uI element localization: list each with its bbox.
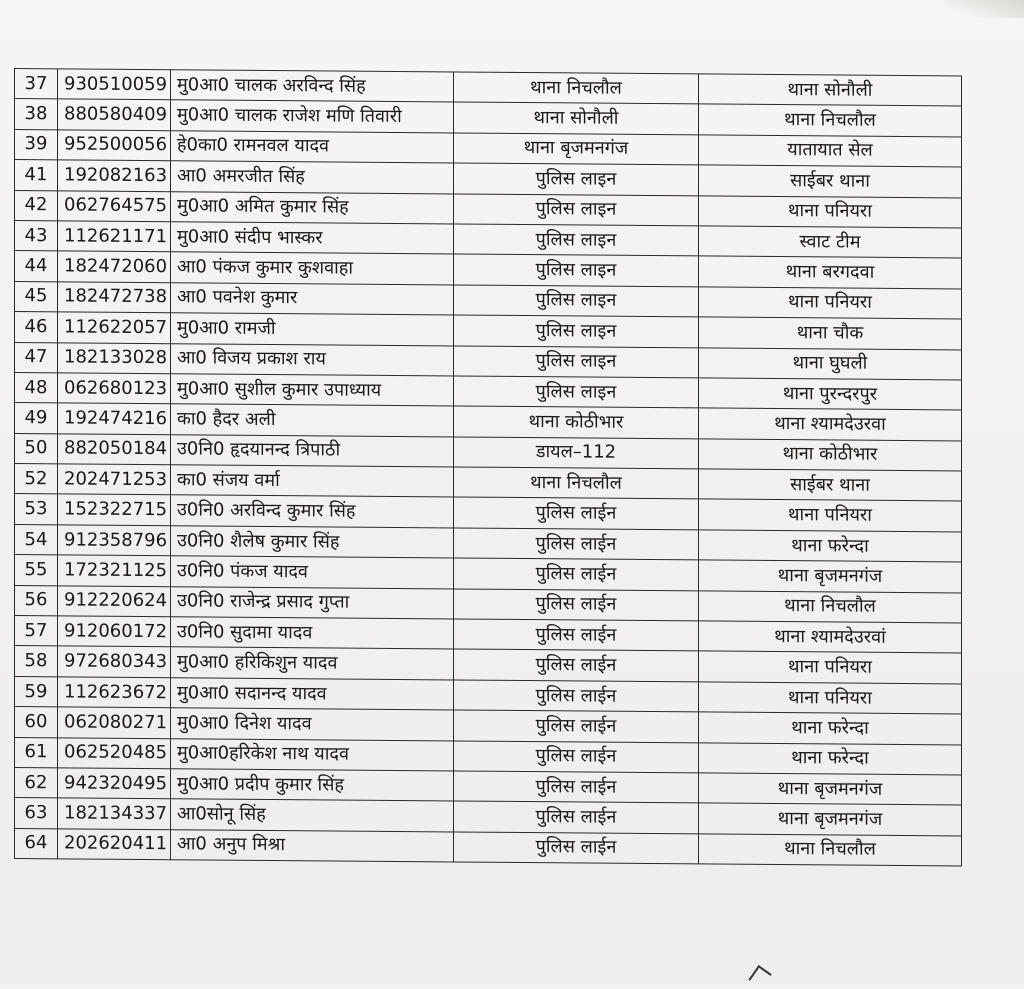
new-posting-cell: थाना श्यामदेउरवा bbox=[699, 408, 962, 440]
new-posting-cell: थाना कोठीभार bbox=[699, 439, 962, 471]
current-posting-cell: पुलिस लाइन bbox=[454, 285, 699, 317]
name-rank-cell: आ0 विजय प्रकाश राय bbox=[171, 343, 454, 376]
new-posting-cell: थाना पुरन्दरपुर bbox=[699, 378, 962, 410]
pno-cell: 192082163 bbox=[58, 160, 171, 191]
serial-number-cell: 55 bbox=[15, 555, 58, 586]
pno-cell: 062520485 bbox=[58, 737, 171, 768]
current-posting-cell: पुलिस लाइन bbox=[454, 254, 699, 286]
pno-cell: 062080271 bbox=[58, 707, 171, 738]
current-posting-cell: पुलिस लाईन bbox=[454, 832, 699, 864]
name-rank-cell: आ0 पंकज कुमार कुशवाहा bbox=[171, 252, 454, 285]
pno-cell: 062764575 bbox=[58, 190, 171, 221]
new-posting-cell: थाना घुघली bbox=[699, 347, 962, 379]
name-rank-cell: का0 हैदर अली bbox=[171, 404, 454, 437]
current-posting-cell: पुलिस लाइन bbox=[454, 345, 699, 377]
new-posting-cell: थाना पनियरा bbox=[699, 682, 962, 714]
serial-number-cell: 50 bbox=[15, 433, 58, 464]
serial-number-cell: 45 bbox=[15, 281, 58, 312]
new-posting-cell: थाना निचलौल bbox=[699, 104, 962, 136]
pno-cell: 202620411 bbox=[58, 829, 171, 860]
serial-number-cell: 53 bbox=[15, 494, 58, 525]
current-posting-cell: थाना सोनौली bbox=[454, 102, 699, 134]
serial-number-cell: 37 bbox=[15, 69, 58, 100]
current-posting-cell: पुलिस लाईन bbox=[454, 771, 699, 803]
current-posting-cell: पुलिस लाइन bbox=[454, 163, 699, 195]
current-posting-cell: पुलिस लाईन bbox=[454, 741, 699, 773]
new-posting-cell: थाना बरगदवा bbox=[699, 256, 962, 288]
new-posting-cell: थाना बृजमनगंज bbox=[699, 773, 962, 805]
pno-cell: 112622057 bbox=[58, 312, 171, 343]
name-rank-cell: उ0नि0 सुदामा यादव bbox=[171, 617, 454, 650]
name-rank-cell: आ0 पवनेश कुमार bbox=[171, 282, 454, 315]
name-rank-cell: आ0 अनुप मिश्रा bbox=[171, 829, 454, 862]
current-posting-cell: पुलिस लाइन bbox=[454, 376, 699, 408]
current-posting-cell: पुलिस लाईन bbox=[454, 528, 699, 560]
name-rank-cell: उ0नि0 शैलेष कुमार सिंह bbox=[171, 526, 454, 559]
new-posting-cell: थाना पनियरा bbox=[699, 499, 962, 531]
pno-cell: 182133028 bbox=[58, 342, 171, 373]
current-posting-cell: पुलिस लाइन bbox=[454, 194, 699, 226]
serial-number-cell: 58 bbox=[15, 646, 58, 677]
new-posting-cell: थाना श्यामदेउरवां bbox=[699, 621, 962, 653]
new-posting-cell: थाना पनियरा bbox=[699, 651, 962, 683]
new-posting-cell: थाना पनियरा bbox=[699, 195, 962, 227]
pno-cell: 182472738 bbox=[58, 282, 171, 313]
name-rank-cell: मु0आ0 प्रदीप कुमार सिंह bbox=[171, 769, 454, 802]
name-rank-cell: उ0नि0 अरविन्द कुमार सिंह bbox=[171, 495, 454, 528]
pno-cell: 912358796 bbox=[58, 525, 171, 556]
new-posting-cell: साईबर थाना bbox=[699, 165, 962, 197]
new-posting-cell: थाना सोनौली bbox=[699, 74, 962, 106]
name-rank-cell: उ0नि0 पंकज यादव bbox=[171, 556, 454, 589]
transfer-table-body bbox=[15, 69, 962, 867]
serial-number-cell: 42 bbox=[15, 190, 58, 221]
current-posting-cell: पुलिस लाईन bbox=[454, 649, 699, 681]
name-rank-cell: उ0नि0 हृदयानन्द त्रिपाठी bbox=[171, 434, 454, 467]
pno-cell: 192474216 bbox=[58, 403, 171, 434]
pno-cell: 942320495 bbox=[58, 768, 171, 799]
name-rank-cell: मु0आ0 हरिकिशुन यादव bbox=[171, 647, 454, 680]
pno-cell: 972680343 bbox=[58, 646, 171, 677]
serial-number-cell: 52 bbox=[15, 464, 58, 495]
current-posting-cell: पुलिस लाइन bbox=[454, 315, 699, 347]
new-posting-cell: थाना फरेन्दा bbox=[699, 712, 962, 744]
pno-cell: 062680123 bbox=[58, 373, 171, 404]
current-posting-cell: पुलिस लाईन bbox=[454, 801, 699, 833]
pno-cell: 952500056 bbox=[58, 130, 171, 161]
new-posting-cell: थाना बृजमनगंज bbox=[699, 803, 962, 835]
pno-cell: 912060172 bbox=[58, 616, 171, 647]
new-posting-cell: थाना फरेन्दा bbox=[699, 742, 962, 774]
pno-cell: 172321125 bbox=[58, 555, 171, 586]
page-corner-shadow bbox=[944, 0, 1024, 18]
name-rank-cell: मु0आ0 सदानन्द यादव bbox=[171, 678, 454, 711]
new-posting-cell: थाना फरेन्दा bbox=[699, 530, 962, 562]
transfer-table bbox=[14, 68, 962, 867]
current-posting-cell: थाना बृजमनगंज bbox=[454, 133, 699, 165]
serial-number-cell: 44 bbox=[15, 251, 58, 282]
serial-number-cell: 54 bbox=[15, 524, 58, 555]
serial-number-cell: 43 bbox=[15, 220, 58, 251]
serial-number-cell: 61 bbox=[15, 737, 58, 768]
serial-number-cell: 38 bbox=[15, 99, 58, 130]
pno-cell: 202471253 bbox=[58, 464, 171, 495]
serial-number-cell: 48 bbox=[15, 372, 58, 403]
serial-number-cell: 60 bbox=[15, 707, 58, 738]
current-posting-cell: थाना कोठीभार bbox=[454, 406, 699, 438]
new-posting-cell: थाना बृजमनगंज bbox=[699, 560, 962, 592]
new-posting-cell: थाना चौक bbox=[699, 317, 962, 349]
serial-number-cell: 63 bbox=[15, 798, 58, 829]
name-rank-cell: मु0आ0 चालक राजेश मणि तिवारी bbox=[171, 100, 454, 133]
serial-number-cell: 57 bbox=[15, 616, 58, 647]
current-posting-cell: पुलिस लाईन bbox=[454, 710, 699, 742]
current-posting-cell: थाना निचलौल bbox=[454, 467, 699, 499]
serial-number-cell: 41 bbox=[15, 160, 58, 191]
new-posting-cell: साईबर थाना bbox=[699, 469, 962, 501]
name-rank-cell: मु0आ0 चालक अरविन्द सिंह bbox=[171, 70, 454, 103]
current-posting-cell: पुलिस लाईन bbox=[454, 558, 699, 590]
current-posting-cell: पुलिस लाईन bbox=[454, 680, 699, 712]
current-posting-cell: डायल–112 bbox=[454, 437, 699, 469]
name-rank-cell: आ0सोनू सिंह bbox=[171, 799, 454, 832]
name-rank-cell: का0 संजय वर्मा bbox=[171, 465, 454, 498]
name-rank-cell: मु0आ0 रामजी bbox=[171, 313, 454, 346]
serial-number-cell: 56 bbox=[15, 585, 58, 616]
name-rank-cell: मु0आ0 अमित कुमार सिंह bbox=[171, 191, 454, 224]
name-rank-cell: आ0 अमरजीत सिंह bbox=[171, 161, 454, 194]
pno-cell: 182134337 bbox=[58, 798, 171, 829]
pno-cell: 152322715 bbox=[58, 494, 171, 525]
current-posting-cell: पुलिस लाईन bbox=[454, 589, 699, 621]
serial-number-cell: 39 bbox=[15, 129, 58, 160]
name-rank-cell: उ0नि0 राजेन्द्र प्रसाद गुप्ता bbox=[171, 586, 454, 619]
serial-number-cell: 49 bbox=[15, 403, 58, 434]
name-rank-cell: हे0का0 रामनवल यादव bbox=[171, 131, 454, 164]
pen-mark bbox=[748, 965, 771, 989]
current-posting-cell: पुलिस लाईन bbox=[454, 497, 699, 529]
name-rank-cell: मु0आ0हरिकेश नाथ यादव bbox=[171, 738, 454, 771]
new-posting-cell: थाना निचलौल bbox=[699, 591, 962, 623]
serial-number-cell: 64 bbox=[15, 828, 58, 859]
pno-cell: 112621171 bbox=[58, 221, 171, 252]
serial-number-cell: 46 bbox=[15, 312, 58, 343]
current-posting-cell: पुलिस लाइन bbox=[454, 224, 699, 256]
pno-cell: 930510059 bbox=[58, 69, 171, 100]
pno-cell: 880580409 bbox=[58, 99, 171, 130]
pno-cell: 112623672 bbox=[58, 677, 171, 708]
table-row bbox=[15, 828, 962, 866]
new-posting-cell: थाना पनियरा bbox=[699, 287, 962, 319]
name-rank-cell: मु0आ0 संदीप भास्कर bbox=[171, 222, 454, 255]
name-rank-cell: मु0आ0 दिनेश यादव bbox=[171, 708, 454, 741]
serial-number-cell: 59 bbox=[15, 676, 58, 707]
new-posting-cell: थाना निचलौल bbox=[699, 834, 962, 866]
serial-number-cell: 62 bbox=[15, 767, 58, 798]
new-posting-cell: यातायात सेल bbox=[699, 135, 962, 167]
pno-cell: 182472060 bbox=[58, 251, 171, 282]
pno-cell: 912220624 bbox=[58, 585, 171, 616]
current-posting-cell: पुलिस लाईन bbox=[454, 619, 699, 651]
serial-number-cell: 47 bbox=[15, 342, 58, 373]
name-rank-cell: मु0आ0 सुशील कुमार उपाध्याय bbox=[171, 374, 454, 407]
new-posting-cell: स्वाट टीम bbox=[699, 226, 962, 258]
pno-cell: 882050184 bbox=[58, 434, 171, 465]
current-posting-cell: थाना निचलौल bbox=[454, 72, 699, 104]
